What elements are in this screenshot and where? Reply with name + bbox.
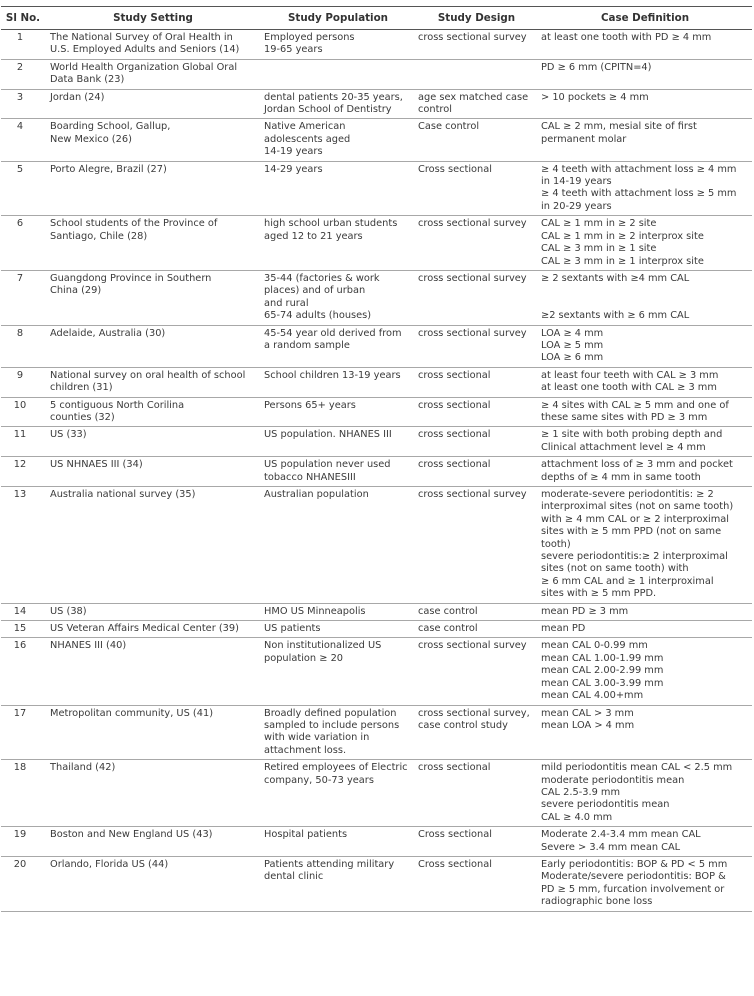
cell-study-setting-text: Adelaide, Australia (30) (50, 327, 166, 339)
cell-study-design-text: cross sectional (418, 369, 491, 381)
cell-study-design-text: cross sectional (418, 459, 491, 471)
cell-study-population (261, 161, 415, 216)
cell-study-population-text: Native American adolescents aged 14-19 years (264, 121, 351, 158)
cell-case-definition (538, 638, 752, 705)
cell-study-setting (45, 89, 261, 119)
cell-study-setting (45, 760, 261, 827)
cell-sl-no-text: 8 (16, 327, 24, 339)
cell-study-setting-text: NHANES III (40) (50, 640, 127, 652)
cell-study-setting-text: School students of the Province of Santiago, Chile (28) (50, 218, 218, 242)
table-body (1, 30, 752, 912)
cell-study-design-text: case control (418, 605, 478, 617)
cell-study-setting (45, 705, 261, 760)
cell-study-design (415, 603, 538, 620)
cell-case-definition (538, 760, 752, 827)
cell-study-design (415, 59, 538, 89)
cell-study-population-text: Retired employees of Electric company, 50-73 years (264, 762, 408, 786)
cell-study-population-text: Broadly defined population sampled to include persons with wide variation in attachment loss. (264, 707, 400, 756)
cell-sl-no (1, 216, 45, 271)
cell-sl-no-text: 15 (13, 623, 27, 635)
cell-case-definition-text: ≥ 4 teeth with attachment loss ≥ 4 mm in 14-19 years ≥ 4 teeth with attachment loss ≥ 5 mm in 20-29 years (541, 163, 737, 212)
cell-study-setting-text: The National Survey of Oral Health in U.S. Employed Adults and Seniors (14) (50, 32, 240, 56)
cell-study-setting-text: Thailand (42) (50, 762, 116, 774)
cell-case-definition (538, 705, 752, 760)
cell-study-population-text: Non institutionalized US population ≥ 20 (264, 640, 382, 664)
cell-study-setting-text: Metropolitan community, US (41) (50, 707, 214, 719)
cell-sl-no-text: 20 (13, 858, 27, 870)
cell-study-design-text: cross sectional (418, 429, 491, 441)
cell-study-setting-text: Jordan (24) (50, 91, 105, 103)
table-row (1, 856, 752, 911)
cell-study-design-text: cross sectional survey (418, 327, 527, 339)
cell-study-setting-text: Orlando, Florida US (44) (50, 858, 169, 870)
table-row (1, 119, 752, 161)
cell-study-population-text: Australian population (264, 489, 369, 500)
cell-case-definition (538, 603, 752, 620)
cell-study-population (261, 59, 415, 89)
cell-sl-no (1, 59, 45, 89)
table-row (1, 270, 752, 325)
cell-case-definition-text: moderate-severe periodontitis: ≥ 2 interproximal sites (not on same tooth) with ≥ 4 mm CAL or ≥ 2 interproximal sites with ≥ 5 mm PPD (not on same tooth) severe periodontitis:≥ 2 interproximal sites (not on same tooth) with ≥ 6 mm CAL and ≥ 1 interproximal sites with ≥ 5 mm PPD. (541, 489, 734, 600)
cell-case-definition-text: at least one tooth with PD ≥ 4 mm (541, 32, 712, 43)
cell-study-population (261, 705, 415, 760)
table-row (1, 487, 752, 604)
cell-case-definition (538, 30, 752, 60)
cell-study-design-text: Cross sectional (418, 829, 492, 841)
cell-sl-no-text: 14 (13, 605, 27, 617)
table-header (1, 7, 752, 30)
cell-sl-no (1, 827, 45, 857)
cell-study-population-text: School children 13-19 years (264, 369, 401, 381)
cell-study-population-text: HMO US Minneapolis (264, 605, 366, 617)
case-definition-table (1, 6, 752, 912)
cell-study-setting-text: Boarding School, Gallup, New Mexico (26) (50, 121, 171, 145)
table-row (1, 760, 752, 827)
cell-study-design-text: cross sectional survey (418, 640, 527, 652)
cell-study-setting (45, 457, 261, 487)
cell-study-setting (45, 367, 261, 397)
cell-study-design-text: cross sectional (418, 762, 491, 774)
table-row (1, 457, 752, 487)
cell-sl-no (1, 760, 45, 827)
cell-study-design-text: Case control (418, 121, 480, 133)
cell-study-population-text: dental patients 20-35 years, Jordan School of Dentistry (264, 91, 403, 116)
header-case-definition: Case Definition (600, 11, 690, 24)
cell-study-population (261, 760, 415, 827)
cell-sl-no (1, 119, 45, 161)
cell-case-definition-text: ≥ 4 sites with CAL ≥ 5 mm and one of these same sites with PD ≥ 3 mm (541, 399, 729, 423)
cell-study-population-text: Employed persons 19-65 years (264, 32, 355, 56)
cell-study-design-text: Cross sectional (418, 858, 492, 870)
table-row (1, 216, 752, 271)
cell-study-population (261, 621, 415, 638)
cell-sl-no (1, 161, 45, 216)
cell-study-population (261, 325, 415, 367)
header-study-setting: Study Setting (113, 11, 193, 24)
cell-study-setting (45, 856, 261, 911)
cell-sl-no (1, 427, 45, 457)
cell-study-population (261, 856, 415, 911)
cell-study-design-text: cross sectional survey (418, 32, 527, 43)
cell-sl-no-text: 17 (13, 707, 27, 719)
cell-sl-no-text: 18 (13, 762, 27, 774)
cell-study-setting (45, 59, 261, 89)
cell-case-definition (538, 59, 752, 89)
cell-case-definition-text: ≥ 1 site with both probing depth and Clinical attachment level ≥ 4 mm (541, 429, 723, 453)
cell-study-population (261, 119, 415, 161)
cell-study-design (415, 427, 538, 457)
table-row (1, 161, 752, 216)
cell-sl-no-text: 4 (16, 121, 24, 133)
cell-study-design-text: cross sectional survey (418, 272, 527, 284)
cell-study-setting-text: US NHNAES III (34) (50, 459, 143, 471)
header-row (1, 7, 752, 30)
cell-case-definition (538, 161, 752, 216)
cell-study-design (415, 89, 538, 119)
cell-case-definition-text: mild periodontitis mean CAL < 2.5 mm moderate periodontitis mean CAL 2.5-3.9 mm severe periodontitis mean CAL ≥ 4.0 mm (541, 762, 733, 823)
cell-study-setting-text: Boston and New England US (43) (50, 829, 213, 841)
cell-study-population (261, 827, 415, 857)
table-row (1, 638, 752, 705)
cell-study-setting (45, 621, 261, 638)
cell-sl-no-text: 6 (16, 218, 24, 230)
cell-sl-no (1, 621, 45, 638)
cell-case-definition-text: > 10 pockets ≥ 4 mm (541, 91, 649, 103)
cell-sl-no-text: 3 (16, 91, 24, 103)
cell-study-population-text: 45-54 year old derived from a random sample (264, 327, 402, 351)
cell-sl-no-text: 16 (13, 640, 27, 652)
header-study-population: Study Population (288, 11, 388, 24)
cell-case-definition-text: mean CAL > 3 mm mean LOA > 4 mm (541, 707, 635, 731)
header-study-design: Study Design (437, 11, 516, 24)
cell-case-definition (538, 427, 752, 457)
cell-case-definition (538, 827, 752, 857)
cell-sl-no (1, 89, 45, 119)
cell-case-definition-text: Moderate 2.4-3.4 mm mean CAL Severe > 3.4 mm mean CAL (541, 829, 701, 853)
cell-case-definition (538, 119, 752, 161)
cell-study-design (415, 367, 538, 397)
table-row (1, 603, 752, 620)
cell-study-setting (45, 325, 261, 367)
cell-sl-no (1, 457, 45, 487)
table-row (1, 325, 752, 367)
cell-study-setting-text: Porto Alegre, Brazil (27) (50, 163, 167, 175)
cell-sl-no-text: 7 (16, 272, 24, 284)
cell-sl-no (1, 487, 45, 604)
cell-study-design (415, 119, 538, 161)
cell-case-definition-text: mean CAL 0-0.99 mm mean CAL 1.00-1.99 mm mean CAL 2.00-2.99 mm mean CAL 3.00-3.99 mm mean CAL 4.00+mm (541, 640, 664, 702)
cell-study-design-text: cross sectional survey (418, 489, 527, 500)
cell-sl-no (1, 856, 45, 911)
table-row (1, 367, 752, 397)
cell-case-definition-text: attachment loss of ≥ 3 mm and pocket depths of ≥ 4 mm in same tooth (541, 459, 733, 483)
cell-study-setting-text: National survey on oral health of school children (31) (50, 369, 246, 394)
cell-study-population (261, 397, 415, 427)
cell-case-definition-text: mean PD (541, 623, 586, 635)
table-row (1, 427, 752, 457)
table-row (1, 397, 752, 427)
cell-case-definition (538, 270, 752, 325)
cell-case-definition (538, 487, 752, 604)
cell-case-definition-text: mean PD ≥ 3 mm (541, 605, 629, 617)
cell-study-setting-text: US Veteran Affairs Medical Center (39) (50, 623, 239, 635)
cell-study-population-text: 14-29 years (264, 163, 323, 175)
cell-sl-no (1, 705, 45, 760)
cell-study-setting (45, 603, 261, 620)
cell-study-population (261, 487, 415, 604)
cell-study-design (415, 216, 538, 271)
cell-study-setting-text: US (33) (50, 429, 87, 441)
cell-study-design (415, 270, 538, 325)
cell-study-population (261, 603, 415, 620)
cell-study-setting (45, 487, 261, 604)
cell-study-design (415, 30, 538, 60)
cell-sl-no-text: 11 (13, 429, 27, 441)
cell-case-definition (538, 367, 752, 397)
cell-study-design (415, 827, 538, 857)
cell-study-design (415, 760, 538, 827)
cell-study-setting (45, 427, 261, 457)
cell-case-definition (538, 325, 752, 367)
cell-study-setting-text: Australia national survey (35) (50, 489, 196, 500)
cell-study-population-text: US population. NHANES III (264, 429, 392, 441)
cell-study-population (261, 457, 415, 487)
cell-sl-no (1, 30, 45, 60)
cell-study-setting (45, 270, 261, 325)
cell-case-definition (538, 457, 752, 487)
cell-study-population-text: US patients (264, 623, 321, 635)
cell-study-setting-text: US (38) (50, 605, 87, 617)
cell-sl-no-text: 12 (13, 459, 27, 471)
cell-study-setting (45, 397, 261, 427)
cell-study-setting (45, 161, 261, 216)
cell-sl-no (1, 367, 45, 397)
cell-sl-no-text: 9 (16, 369, 24, 381)
table-row (1, 827, 752, 857)
cell-study-design-text: cross sectional (418, 399, 491, 411)
cell-sl-no (1, 397, 45, 427)
header-sl-no: Sl No. (5, 11, 41, 24)
cell-study-design (415, 705, 538, 760)
cell-study-population (261, 427, 415, 457)
cell-case-definition-text: CAL ≥ 2 mm, mesial site of first permanent molar (541, 121, 697, 145)
table-row (1, 30, 752, 60)
cell-sl-no (1, 270, 45, 325)
table-row (1, 59, 752, 89)
cell-study-population (261, 30, 415, 60)
cell-study-design-text: age sex matched case control (418, 91, 529, 116)
cell-study-population-text: Patients attending military dental clinic (264, 858, 395, 883)
cell-sl-no-text: 2 (16, 61, 24, 73)
cell-study-population (261, 367, 415, 397)
cell-case-definition-text: LOA ≥ 4 mm LOA ≥ 5 mm LOA ≥ 6 mm (541, 327, 604, 364)
table-row (1, 621, 752, 638)
cell-study-setting-text: 5 contiguous North Corilina counties (32) (50, 399, 185, 423)
cell-study-design (415, 161, 538, 216)
cell-study-setting-text: Guangdong Province in Southern China (29) (50, 272, 212, 297)
cell-study-population (261, 216, 415, 271)
table-row (1, 705, 752, 760)
cell-sl-no (1, 325, 45, 367)
cell-study-setting (45, 638, 261, 705)
cell-study-population-text: US population never used tobacco NHANESIII (264, 459, 391, 483)
cell-sl-no-text: 19 (13, 829, 27, 841)
cell-study-design (415, 325, 538, 367)
cell-study-population (261, 270, 415, 325)
cell-study-population (261, 89, 415, 119)
cell-study-design-text: case control (418, 623, 478, 635)
cell-study-setting-text: World Health Organization Global Oral Data Bank (23) (50, 61, 238, 86)
cell-study-design (415, 856, 538, 911)
cell-case-definition (538, 216, 752, 271)
cell-study-design-text: Cross sectional (418, 163, 492, 175)
cell-case-definition-text: ≥ 2 sextants with ≥4 mm CAL ≥2 sextants with ≥ 6 mm CAL (541, 272, 690, 322)
cell-case-definition-text: CAL ≥ 1 mm in ≥ 2 site CAL ≥ 1 mm in ≥ 2 interprox site CAL ≥ 3 mm in ≥ 1 site CAL ≥ 3 mm in ≥ 1 interprox site (541, 218, 704, 267)
cell-case-definition-text: PD ≥ 6 mm (CPITN=4) (541, 61, 652, 73)
cell-study-design (415, 638, 538, 705)
cell-study-setting (45, 216, 261, 271)
cell-study-design-text: cross sectional survey, case control study (418, 707, 530, 731)
table-row (1, 89, 752, 119)
cell-sl-no-text: 1 (16, 32, 24, 43)
cell-case-definition-text: Early periodontitis: BOP & PD < 5 mm Moderate/severe periodontitis: BOP & PD ≥ 5 mm, furcation involvement or radiographic bone loss (541, 858, 728, 908)
cell-study-design (415, 621, 538, 638)
cell-case-definition-text: at least four teeth with CAL ≥ 3 mm at least one tooth with CAL ≥ 3 mm (541, 369, 719, 394)
cell-study-population-text: high school urban students aged 12 to 21 years (264, 218, 398, 242)
cell-study-population (261, 638, 415, 705)
cell-study-design (415, 397, 538, 427)
cell-case-definition (538, 856, 752, 911)
cell-study-setting (45, 30, 261, 60)
cell-case-definition (538, 397, 752, 427)
cell-sl-no (1, 603, 45, 620)
cell-case-definition (538, 621, 752, 638)
cell-study-design (415, 487, 538, 604)
cell-study-population-text: Persons 65+ years (264, 399, 356, 411)
cell-sl-no-text: 10 (13, 399, 27, 411)
cell-study-setting (45, 827, 261, 857)
cell-study-population-text: Hospital patients (264, 829, 348, 841)
cell-case-definition (538, 89, 752, 119)
cell-study-population-text: 35-44 (factories & work places) and of urban and rural 65-74 adults (houses) (264, 272, 380, 322)
cell-sl-no-text: 13 (13, 489, 27, 500)
cell-sl-no (1, 638, 45, 705)
cell-study-design (415, 457, 538, 487)
cell-sl-no-text: 5 (16, 163, 24, 175)
cell-study-setting (45, 119, 261, 161)
cell-study-design-text: cross sectional survey (418, 218, 527, 230)
